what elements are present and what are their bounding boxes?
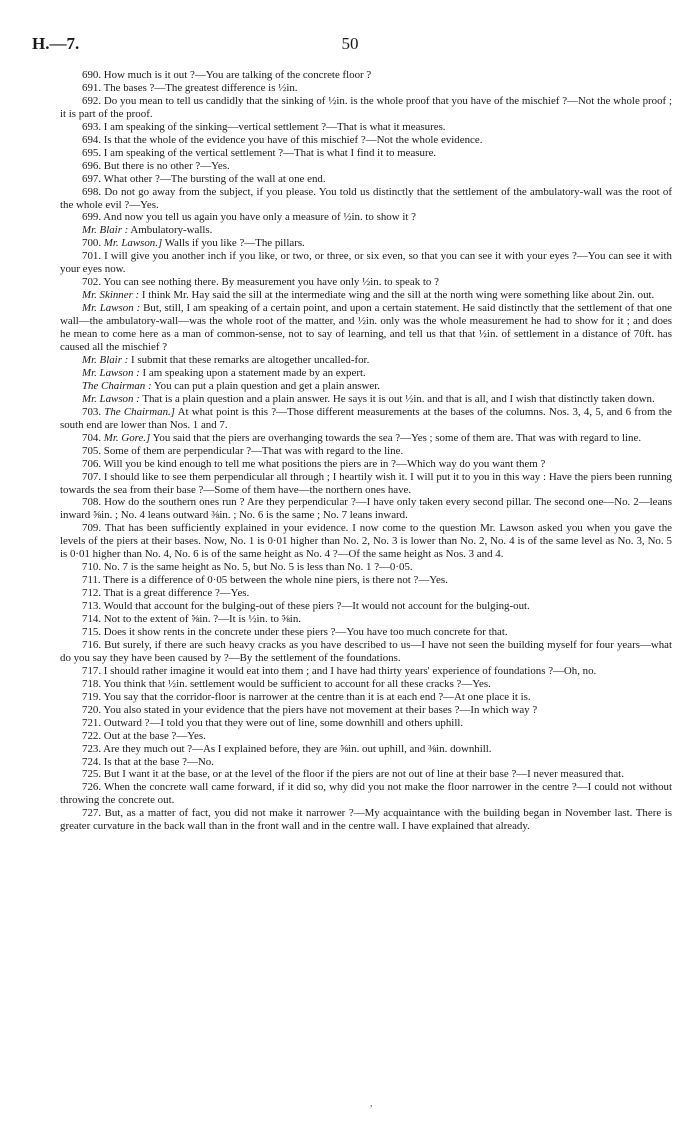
testimony-paragraph [60, 276, 672, 289]
paragraph-text: 723. Are they much out ?—As I explained before, they are ⅝in. out uphill, and ⅜in. downhill. [82, 742, 492, 755]
testimony-paragraph [60, 561, 672, 574]
paragraph-text: 710. No. 7 is the same height as No. 5, but No. 5 is less than No. 1 ?—0·05. [82, 561, 413, 574]
testimony-paragraph [60, 743, 672, 756]
speaker-name: The Chairman : [82, 379, 152, 392]
speaker-name: Mr. Blair : [82, 353, 129, 366]
paragraph-text: At what point is this ?—Those different measurements at the bases of the columns. Nos. 3, 4, 5, and 6 from the south end are lower than Nos. 1 and 7. [60, 405, 672, 431]
paragraph-text: Walls if you like ?—The pillars. [162, 237, 305, 250]
testimony-paragraph [60, 756, 672, 769]
paragraph-text: 715. Does it show rents in the concrete under these piers ?—You have too much concrete for that. [82, 625, 508, 638]
testimony-text [60, 69, 672, 833]
testimony-paragraph [60, 237, 672, 250]
testimony-paragraph [60, 587, 672, 600]
paragraph-text: 702. You can see nothing there. By measurement you have only ½in. to speak to ? [82, 276, 439, 289]
paragraph-text: 726. When the concrete wall came forward, if it did so, why did you not make the floor narrower in the centre ?—I could not without throwing the concrete out. [60, 781, 672, 807]
paragraph-text: I am speaking upon a statement made by an expert. [139, 366, 366, 379]
paragraph-text: But, still, I am speaking of a certain point, and upon a certain statement. He said distinctly that the settlement of that one wall—the ambulatory-wall—was the whole root of the matter, and ½in. only was the whole measurement he had to show for it ; and does he mean to come here as a man of common-sense, not to say of learning, and tell us that that ½in. of settlement in a distance of 70ft. has caused all the mischief ? [60, 302, 672, 354]
paragraph-text: 692. Do you mean to tell us candidly that the sinking of ½in. is the whole proof that you have of the mischief ?—Not the whole proof ; it is part of the proof. [60, 94, 672, 120]
speaker-name: Mr. Blair : [82, 224, 129, 237]
testimony-paragraph [60, 393, 672, 406]
testimony-paragraph [60, 768, 672, 781]
paragraph-text: 709. That has been sufficiently explained in your evidence. I now come to the question Mr. Lawson asked you when you gave the levels of the piers at their bases. Now, No. 1 is 0·01 higher than No. 2, No. 3 is lower than No. 2, No. 4 is of the same level as No. 3, No. 5 is 0·01 higher than No. 4, No. 6 is of the same height as No. 4 ?—Of the same height as Nos. 3 and 4. [60, 522, 672, 561]
testimony-paragraph [60, 471, 672, 497]
paragraph-text: 727. But, as a matter of fact, you did not make it narrower ?—My acquaintance with the building began in November last. There is greater curvature in the back wall than in the front wall and in the centre wall. I have explained that already. [60, 807, 672, 833]
question-number: 700. [82, 237, 104, 250]
speaker-name: The Chairman.] [104, 405, 175, 418]
paragraph-text: 695. I am speaking of the vertical settlement ?—That is what I find it to measure. [82, 146, 437, 159]
testimony-paragraph [60, 574, 672, 587]
testimony-paragraph [60, 211, 672, 224]
paragraph-text: You can put a plain question and get a plain answer. [151, 379, 380, 392]
testimony-paragraph [60, 665, 672, 678]
paragraph-text: 696. But there is no other ?—Yes. [82, 159, 230, 172]
testimony-paragraph [60, 82, 672, 95]
paragraph-text: 697. What other ?—The bursting of the wall at one end. [82, 172, 326, 185]
paragraph-text: 718. You think that ½in. settlement would be sufficient to account for all these cracks ?—Yes. [82, 677, 491, 690]
testimony-paragraph [60, 160, 672, 173]
paragraph-text: 720. You also stated in your evidence that the piers have not movement at their bases ?—In which way ? [82, 703, 538, 716]
paragraph-text: I submit that these remarks are altogether uncalled-for. [128, 353, 370, 366]
speaker-name: Mr. Lawson.] [103, 237, 163, 250]
paragraph-text: 713. Would that account for the bulging-out of these piers ?—It would not account for the bulging-out. [82, 600, 530, 613]
testimony-paragraph [60, 496, 672, 522]
paragraph-text: 719. You say that the corridor-floor is narrower at the centre than it is at each end ?—At one place it is. [82, 690, 531, 703]
page-number: 50 [341, 34, 359, 53]
paragraph-text: 706. Will you be kind enough to tell me what positions the piers are in ?—Which way do you want them ? [82, 457, 546, 470]
testimony-paragraph [60, 289, 672, 302]
paragraph-text: 705. Some of them are perpendicular ?—That was with regard to the line. [82, 444, 404, 457]
page-header [32, 34, 668, 56]
paragraph-text: 716. But surely, if there are such heavy cracks as you have described to us—I have not seen the building myself for four years—what do you say they have been caused by ?—By the settlement of the foundations. [60, 638, 672, 664]
testimony-paragraph [60, 354, 672, 367]
paragraph-text: You said that the piers are overhanging towards the sea ?—Yes ; some of them are. That was with regard to line. [150, 431, 642, 444]
testimony-paragraph [60, 445, 672, 458]
paragraph-text: That is a plain question and a plain answer. He says it is out ½in. and that is all, and I wish that distinctly taken down. [139, 392, 655, 405]
speaker-name: Mr. Lawson : [82, 302, 141, 315]
paragraph-text: 701. I will give you another inch if you like, or two, or three, or six even, so that you can see it with your eyes ?—You can see it with your eyes now. [60, 250, 672, 276]
testimony-paragraph [60, 691, 672, 704]
testimony-paragraph [60, 807, 672, 833]
paragraph-text: Ambulatory-walls. [128, 224, 213, 237]
paragraph-text: 712. That is a great difference ?—Yes. [82, 587, 250, 600]
testimony-paragraph [60, 134, 672, 147]
question-number: 704. [82, 431, 104, 444]
testimony-paragraph [60, 95, 672, 121]
paragraph-text: 721. Outward ?—I told you that they were out of line, some downhill and others uphill. [82, 716, 464, 729]
paragraph-text: 707. I should like to see them perpendicular all through ; I heartily wish it. I will put it to you in this way : Have the piers been running towards the sea from their base ?—Some of them have—the northern ones have. [60, 470, 672, 496]
testimony-paragraph [60, 173, 672, 186]
testimony-paragraph [60, 626, 672, 639]
document-reference: H.—7. [32, 34, 80, 53]
paragraph-text: 690. How much is it out ?—You are talking of the concrete floor ? [82, 69, 372, 81]
testimony-paragraph [60, 121, 672, 134]
testimony-paragraph [60, 147, 672, 160]
question-number: 703. [82, 405, 105, 418]
testimony-paragraph [60, 186, 672, 212]
paragraph-text: 711. There is a difference of 0·05 between the whole nine piers, is there not ?—Yes. [82, 574, 448, 587]
paragraph-text: I think Mr. Hay said the sill at the intermediate wing and the sill at the north wing were something like about 2in. out. [139, 289, 655, 302]
paragraph-text: 725. But I want it at the base, or at the level of the floor if the piers are not out of line at their base ?—I never measured that. [82, 768, 624, 781]
testimony-paragraph [60, 458, 672, 471]
testimony-paragraph [60, 367, 672, 380]
testimony-paragraph [60, 704, 672, 717]
paragraph-text: 699. And now you tell us again you have only a measure of ½in. to show it ? [82, 211, 416, 224]
testimony-paragraph [60, 613, 672, 626]
paragraph-text: 698. Do not go away from the subject, if you please. You told us distinctly that the settlement of the ambulatory-wall was the root of the whole evil ?—Yes. [60, 185, 672, 211]
testimony-paragraph [60, 380, 672, 393]
testimony-paragraph [60, 224, 672, 237]
paragraph-text: 708. How do the southern ones run ? Are they perpendicular ?—I have only taken every second pillar. The second one—No. 2—leans inward ⅝in. ; No. 4 leans outward ⅜in. ; No. 6 is the same ; No. 7 leans inward. [60, 496, 672, 522]
testimony-paragraph [60, 69, 672, 82]
paragraph-text: 722. Out at the base ?—Yes. [82, 729, 206, 742]
paragraph-text: 691. The bases ?—The greatest difference is ½in. [82, 81, 298, 94]
paragraph-text: 693. I am speaking of the sinking—vertical settlement ?—That is what it measures. [82, 120, 446, 133]
testimony-paragraph [60, 600, 672, 613]
stray-mark: , [370, 1098, 373, 1109]
paragraph-text: 714. Not to the extent of ⅝in. ?—It is ½in. to ⅝in. [82, 613, 301, 626]
testimony-paragraph [60, 717, 672, 730]
testimony-paragraph [60, 432, 672, 445]
speaker-name: Mr. Skinner : [82, 289, 140, 302]
speaker-name: Mr. Lawson : [82, 366, 140, 379]
paragraph-text: 717. I should rather imagine it would eat into them ; and I have had thirty years' experience of foundations ?—Oh, no. [82, 664, 597, 677]
speaker-name: Mr. Lawson : [82, 392, 140, 405]
testimony-paragraph [60, 639, 672, 665]
testimony-paragraph [60, 781, 672, 807]
speaker-name: Mr. Gore.] [103, 431, 151, 444]
testimony-paragraph [60, 730, 672, 743]
testimony-paragraph [60, 406, 672, 432]
paragraph-text: 694. Is that the whole of the evidence you have of this mischief ?—Not the whole evidence. [82, 133, 483, 146]
testimony-paragraph [60, 302, 672, 354]
testimony-paragraph [60, 522, 672, 561]
testimony-paragraph [60, 678, 672, 691]
paragraph-text: 724. Is that at the base ?—No. [82, 755, 214, 768]
testimony-paragraph [60, 250, 672, 276]
